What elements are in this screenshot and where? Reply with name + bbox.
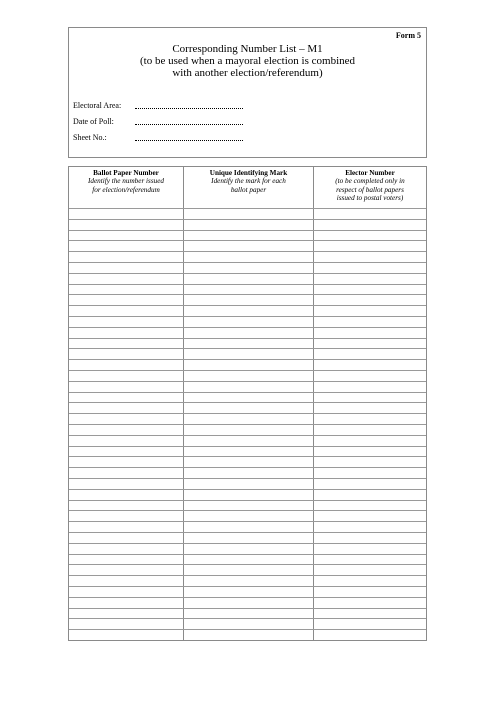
table-row xyxy=(69,424,426,425)
column-note: Identify the mark for each xyxy=(211,177,286,186)
form-subtitle-line1: (to be used when a mayoral election is combined xyxy=(139,55,356,67)
table-row xyxy=(69,456,426,457)
table-row xyxy=(69,294,426,295)
table-row xyxy=(69,608,426,609)
table-row xyxy=(69,500,426,501)
table-row xyxy=(69,532,426,533)
column-title: Ballot Paper Number xyxy=(93,169,159,177)
elector-number-header xyxy=(314,169,426,203)
table-row xyxy=(69,478,426,479)
table-row xyxy=(69,575,426,576)
table-row xyxy=(69,543,426,544)
table-row xyxy=(69,402,426,403)
electoral-area-field[interactable] xyxy=(73,101,131,110)
column-note: issued to postal voters) xyxy=(336,194,404,203)
column-title: Unique Identifying Mark xyxy=(209,169,288,177)
sheet-no-label: Sheet No.: xyxy=(73,133,107,142)
header-separator xyxy=(69,208,426,209)
table-row xyxy=(69,240,426,241)
table-row xyxy=(69,359,426,360)
date-of-poll-label: Date of Poll: xyxy=(73,117,114,126)
table-row xyxy=(69,230,426,231)
column-title: Elector Number xyxy=(345,169,395,177)
table-row xyxy=(69,348,426,349)
sheet-no-field[interactable] xyxy=(73,133,131,142)
unique-identifying-mark-header xyxy=(184,169,313,194)
column-divider xyxy=(313,167,314,640)
table-row xyxy=(69,597,426,598)
table-row xyxy=(69,251,426,252)
column-note: ballot paper xyxy=(230,185,267,194)
column-note: Identify the number issued xyxy=(87,177,165,186)
column-note: (to be completed only in xyxy=(335,177,405,186)
electoral-area-label: Electoral Area: xyxy=(73,101,122,110)
ballot-paper-number-header xyxy=(69,169,183,194)
table-row xyxy=(69,554,426,555)
table-row xyxy=(69,629,426,630)
table-row xyxy=(69,413,426,414)
table-row xyxy=(69,489,426,490)
date-of-poll-field[interactable] xyxy=(73,117,131,126)
electoral-area-entry-line[interactable] xyxy=(135,108,243,109)
table-row xyxy=(69,435,426,436)
table-row xyxy=(69,521,426,522)
table-row xyxy=(69,381,426,382)
table-row xyxy=(69,273,426,274)
form-number: Form 5 xyxy=(395,31,421,40)
table-row xyxy=(69,510,426,511)
column-note: respect of ballot papers xyxy=(336,185,404,194)
table-row xyxy=(69,262,426,263)
table-row xyxy=(69,586,426,587)
form-title: Corresponding Number List – M1 xyxy=(172,43,323,55)
table-row xyxy=(69,305,426,306)
table-row xyxy=(69,564,426,565)
table-row xyxy=(69,446,426,447)
form-header-box xyxy=(68,27,427,158)
table-row xyxy=(69,467,426,468)
table-row xyxy=(69,338,426,339)
table-row xyxy=(69,284,426,285)
table-row xyxy=(69,219,426,220)
table-row xyxy=(69,618,426,619)
table-row xyxy=(69,370,426,371)
form-subtitle-line2: with another election/referendum) xyxy=(172,67,323,79)
sheet-no-entry-line[interactable] xyxy=(135,140,243,141)
column-note: for election/referendum xyxy=(92,185,160,194)
corresponding-number-table xyxy=(68,166,427,641)
date-of-poll-entry-line[interactable] xyxy=(135,124,243,125)
table-row xyxy=(69,316,426,317)
column-divider xyxy=(183,167,184,640)
table-row xyxy=(69,327,426,328)
table-row xyxy=(69,392,426,393)
